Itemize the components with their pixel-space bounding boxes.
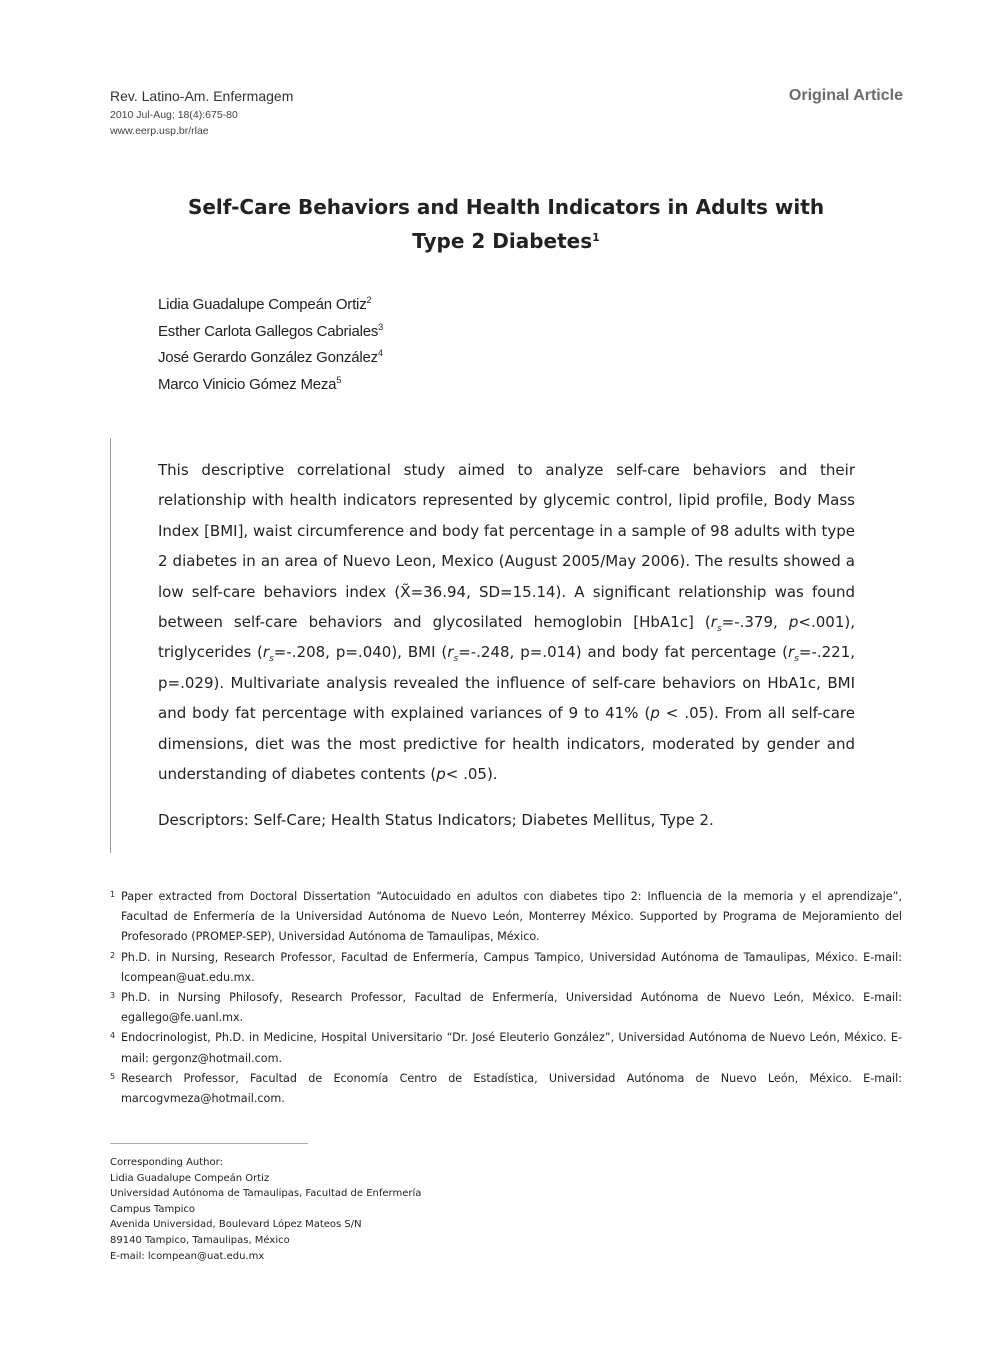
- abstract-segment: =-.248, p=.014) and body fat percentage (: [458, 643, 788, 662]
- author-name: Lidia Guadalupe Compeán Ortiz: [158, 296, 367, 313]
- author: [158, 319, 383, 346]
- author-name: José Gerardo González González: [158, 349, 378, 366]
- footnote-text: Paper extracted from Doctoral Dissertation “Autocuidado en adultos con diabetes tipo 2: Influencia de la memoria y el aprendizaje”, Facultad de Enfermería de la Universidad Autónoma de Nuevo León, Monterrey México. Supported by Programa de Mejoramiento del Profesorado (PROMEP-SEP), Universidad Autónoma de Tamaulipas, México.: [121, 890, 902, 944]
- abstract-text: [158, 455, 855, 789]
- footnote-text: Ph.D. in Nursing, Research Professor, Facultad de Enfermería, Campus Tampico, Universidad Autónoma de Tamaulipas, México. E-mail: lcompean@uat.edu.mx.: [121, 950, 902, 984]
- title-footnote-mark: 1: [592, 231, 600, 244]
- footnote: [110, 887, 902, 948]
- abstract-segment: =-.221, p=.029). Multivariate analysis revealed the influence of self-care behaviors on HbA1c, BMI and body fat percentage with explained variances of 9 to 41% (: [158, 643, 856, 723]
- footnote-number: 4: [110, 1031, 116, 1041]
- abstract-segment: This descriptive correlational study aimed to analyze self-care behaviors and their relationship with health indicators represented by glycemic control, lipid profile, Body Mass Index [BMI], waist circumference and body fat percentage in a sample of 98 adults with type 2 diabetes in an area of Nuevo Leon, Mexico (August 2005/May 2006). The results showed a low self-care behaviors index (: [158, 461, 855, 601]
- author: [158, 345, 383, 372]
- footnote: [110, 1028, 902, 1068]
- author-name: Marco Vinicio Gómez Meza: [158, 375, 337, 393]
- abstract-segment: < .05).: [445, 765, 498, 784]
- r-symbol: r: [262, 643, 270, 662]
- median-symbol: X̃: [400, 582, 411, 601]
- footnote-text: Endocrinologist, Ph.D. in Medicine, Hospital Universitario “Dr. José Eleuterio González”, Universidad Autónoma de Nuevo León, México. E-mail: gergonz@hotmail.com.: [121, 1031, 902, 1065]
- author-list: [158, 292, 383, 398]
- abstract-segment: =-.379,: [721, 613, 789, 632]
- abstract-rule: [110, 438, 111, 853]
- footnotes: [110, 887, 902, 1109]
- footnote-text: Ph.D. in Nursing Philosofy, Research Professor, Facultad de Enfermería, Universidad Autónoma de Nuevo León, México. E-mail: egallego@fe.uanl.mx.: [121, 991, 902, 1025]
- author-mark: 2: [366, 295, 372, 305]
- author-mark: 4: [377, 348, 383, 358]
- s-subscript: s: [716, 624, 722, 635]
- s-subscript: s: [269, 654, 274, 665]
- r-symbol: r: [787, 643, 795, 662]
- abstract-segment: =-.208, p=.040), BMI (: [273, 643, 448, 662]
- corresponding-author-line: Universidad Autónoma de Tamaulipas, Facultad de Enfermería: [110, 1188, 422, 1200]
- author: [158, 372, 383, 399]
- footnote-text: Research Professor, Facultad de Economía Centro de Estadística, Universidad Autónoma de Nuevo León, México. E-mail: marcogvmeza@hotmail.com.: [121, 1071, 902, 1106]
- p-symbol: p: [436, 765, 446, 784]
- journal-name: Rev. Latino-Am. Enfermagem: [110, 88, 294, 104]
- footnote: [110, 1069, 902, 1109]
- author-mark: 5: [336, 374, 342, 385]
- title-line-2: [110, 224, 902, 258]
- corresponding-author-email[interactable]: E-mail: lcompean@uat.edu.mx: [110, 1250, 265, 1262]
- abstract-segment: < .05). From all self-care dimensions, diet was the most predictive for health indicators, moderated by gender and understanding of diabetes contents (: [158, 704, 855, 784]
- author-mark: 3: [378, 321, 383, 332]
- corresponding-author-name: Lidia Guadalupe Compeán Ortiz: [110, 1172, 270, 1184]
- corresponding-author-line: Campus Tampico: [110, 1203, 195, 1215]
- title-line-1: Self-Care Behaviors and Health Indicators in Adults with: [187, 195, 825, 219]
- abstract-segment: <.001), triglycerides (: [158, 613, 855, 662]
- footnote-number: 5: [110, 1071, 116, 1081]
- journal-url[interactable]: www.eerp.usp.br/rlae: [110, 125, 209, 137]
- r-symbol: r: [447, 643, 454, 662]
- footnote: [110, 948, 902, 988]
- footnote: [110, 988, 902, 1028]
- title-line-2-text: Type 2 Diabetes: [412, 229, 593, 253]
- corresponding-author-rule: [110, 1143, 308, 1144]
- p-symbol: p: [650, 704, 660, 723]
- corresponding-author-line: 89140 Tampico, Tamaulipas, México: [110, 1234, 290, 1246]
- s-subscript: s: [794, 654, 799, 665]
- paper-title: [110, 190, 902, 258]
- corresponding-author-block: [110, 1155, 421, 1264]
- footnote-number: 1: [110, 890, 116, 899]
- journal-issue: 2010 Jul-Aug; 18(4):675-80: [110, 109, 238, 121]
- author: [158, 292, 383, 319]
- descriptors: Descriptors: Self-Care; Health Status Indicators; Diabetes Mellitus, Type 2.: [158, 811, 714, 829]
- abstract-segment: =36.94, SD=15.14). A significant relationship was found between self-care behaviors and glycosilated hemoglobin [HbA1c] (: [158, 582, 855, 632]
- footnote-number: 2: [110, 950, 116, 960]
- article-type-label: Original Article: [788, 87, 903, 104]
- r-symbol: r: [710, 613, 717, 632]
- s-subscript: s: [453, 654, 459, 665]
- corresponding-author-line: Avenida Universidad, Boulevard López Mateos S/N: [110, 1219, 362, 1231]
- corresponding-author-heading: Corresponding Author:: [110, 1157, 223, 1168]
- p-symbol: p: [788, 613, 799, 632]
- author-name: Esther Carlota Gallegos Cabriales: [158, 322, 379, 340]
- footnote-number: 3: [110, 991, 116, 1001]
